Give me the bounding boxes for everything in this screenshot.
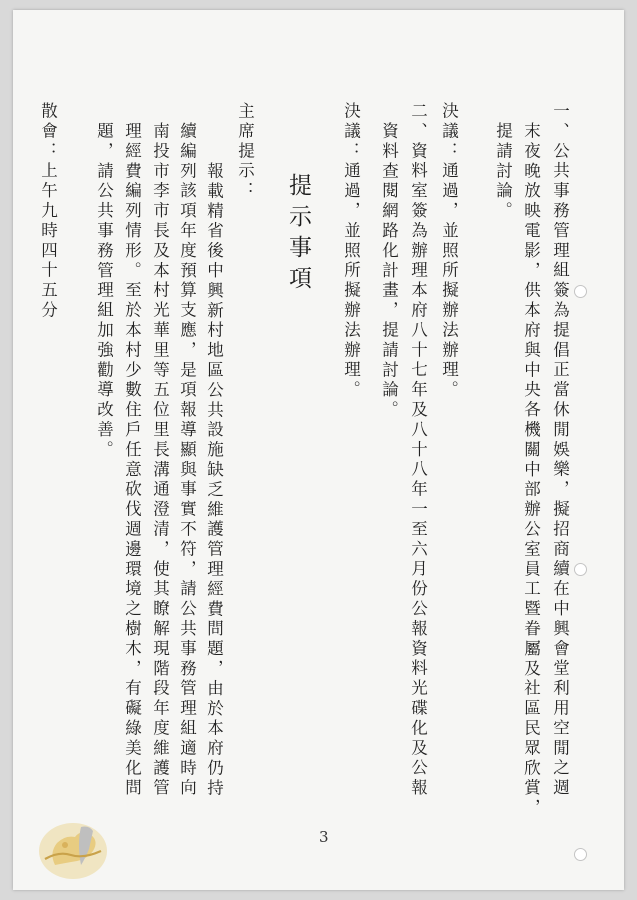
item-1-line-3: 提請討論。: [493, 122, 513, 222]
item-1-line-1: 一、公共事務管理組簽為提倡正當休閒娛樂，擬招商續在中興會堂利用空閒之週: [550, 102, 570, 799]
item-2-resolution: 決議：通過，並照所擬辦法辦理。: [341, 102, 361, 401]
chair-line-1: 報載精省後中興新村地區公共設施缺乏維護管理經費問題，由於本府仍持: [204, 162, 224, 799]
item-2-line-1: 二、資料室簽為辦理本府八十七年及八十八年一至六月份公報資料光碟化及公報: [408, 102, 428, 799]
binder-hole-top: [574, 285, 587, 298]
page-number: 3: [319, 828, 329, 846]
document-page: [13, 10, 624, 890]
binder-hole-middle: [574, 563, 587, 576]
item-1-resolution: 決議：通過，並照所擬辦法辦理。: [439, 102, 459, 401]
archive-logo-icon: [35, 815, 115, 883]
binder-hole-bottom: [574, 848, 587, 861]
section-heading: 提示事項: [285, 173, 311, 297]
chair-line-3: 南投市李市長及本村光華里等五位里長溝通澄清，使其瞭解現階段年度維護管: [150, 122, 170, 799]
item-1-line-2: 末夜晚放映電影，供本府與中央各機關中部辦公室員工暨眷屬及社區民眾欣賞，: [521, 122, 541, 819]
item-2-line-2: 資料查閱網路化計畫，提請討論。: [379, 122, 399, 421]
chair-line-4: 理經費編列情形。至於本村少數住戶任意砍伐週邊環境之樹木，有礙綠美化問: [122, 122, 142, 799]
adjournment-line: 散會：上午九時四十五分: [38, 102, 58, 321]
chair-line-2: 續編列該項年度預算支應，是項報導顯與事實不符，請公共事務管理組適時向: [177, 122, 197, 799]
chair-line-5: 題，請公共事務管理組加強勸導改善。: [94, 122, 114, 461]
chair-label: 主席提示：: [235, 102, 255, 202]
